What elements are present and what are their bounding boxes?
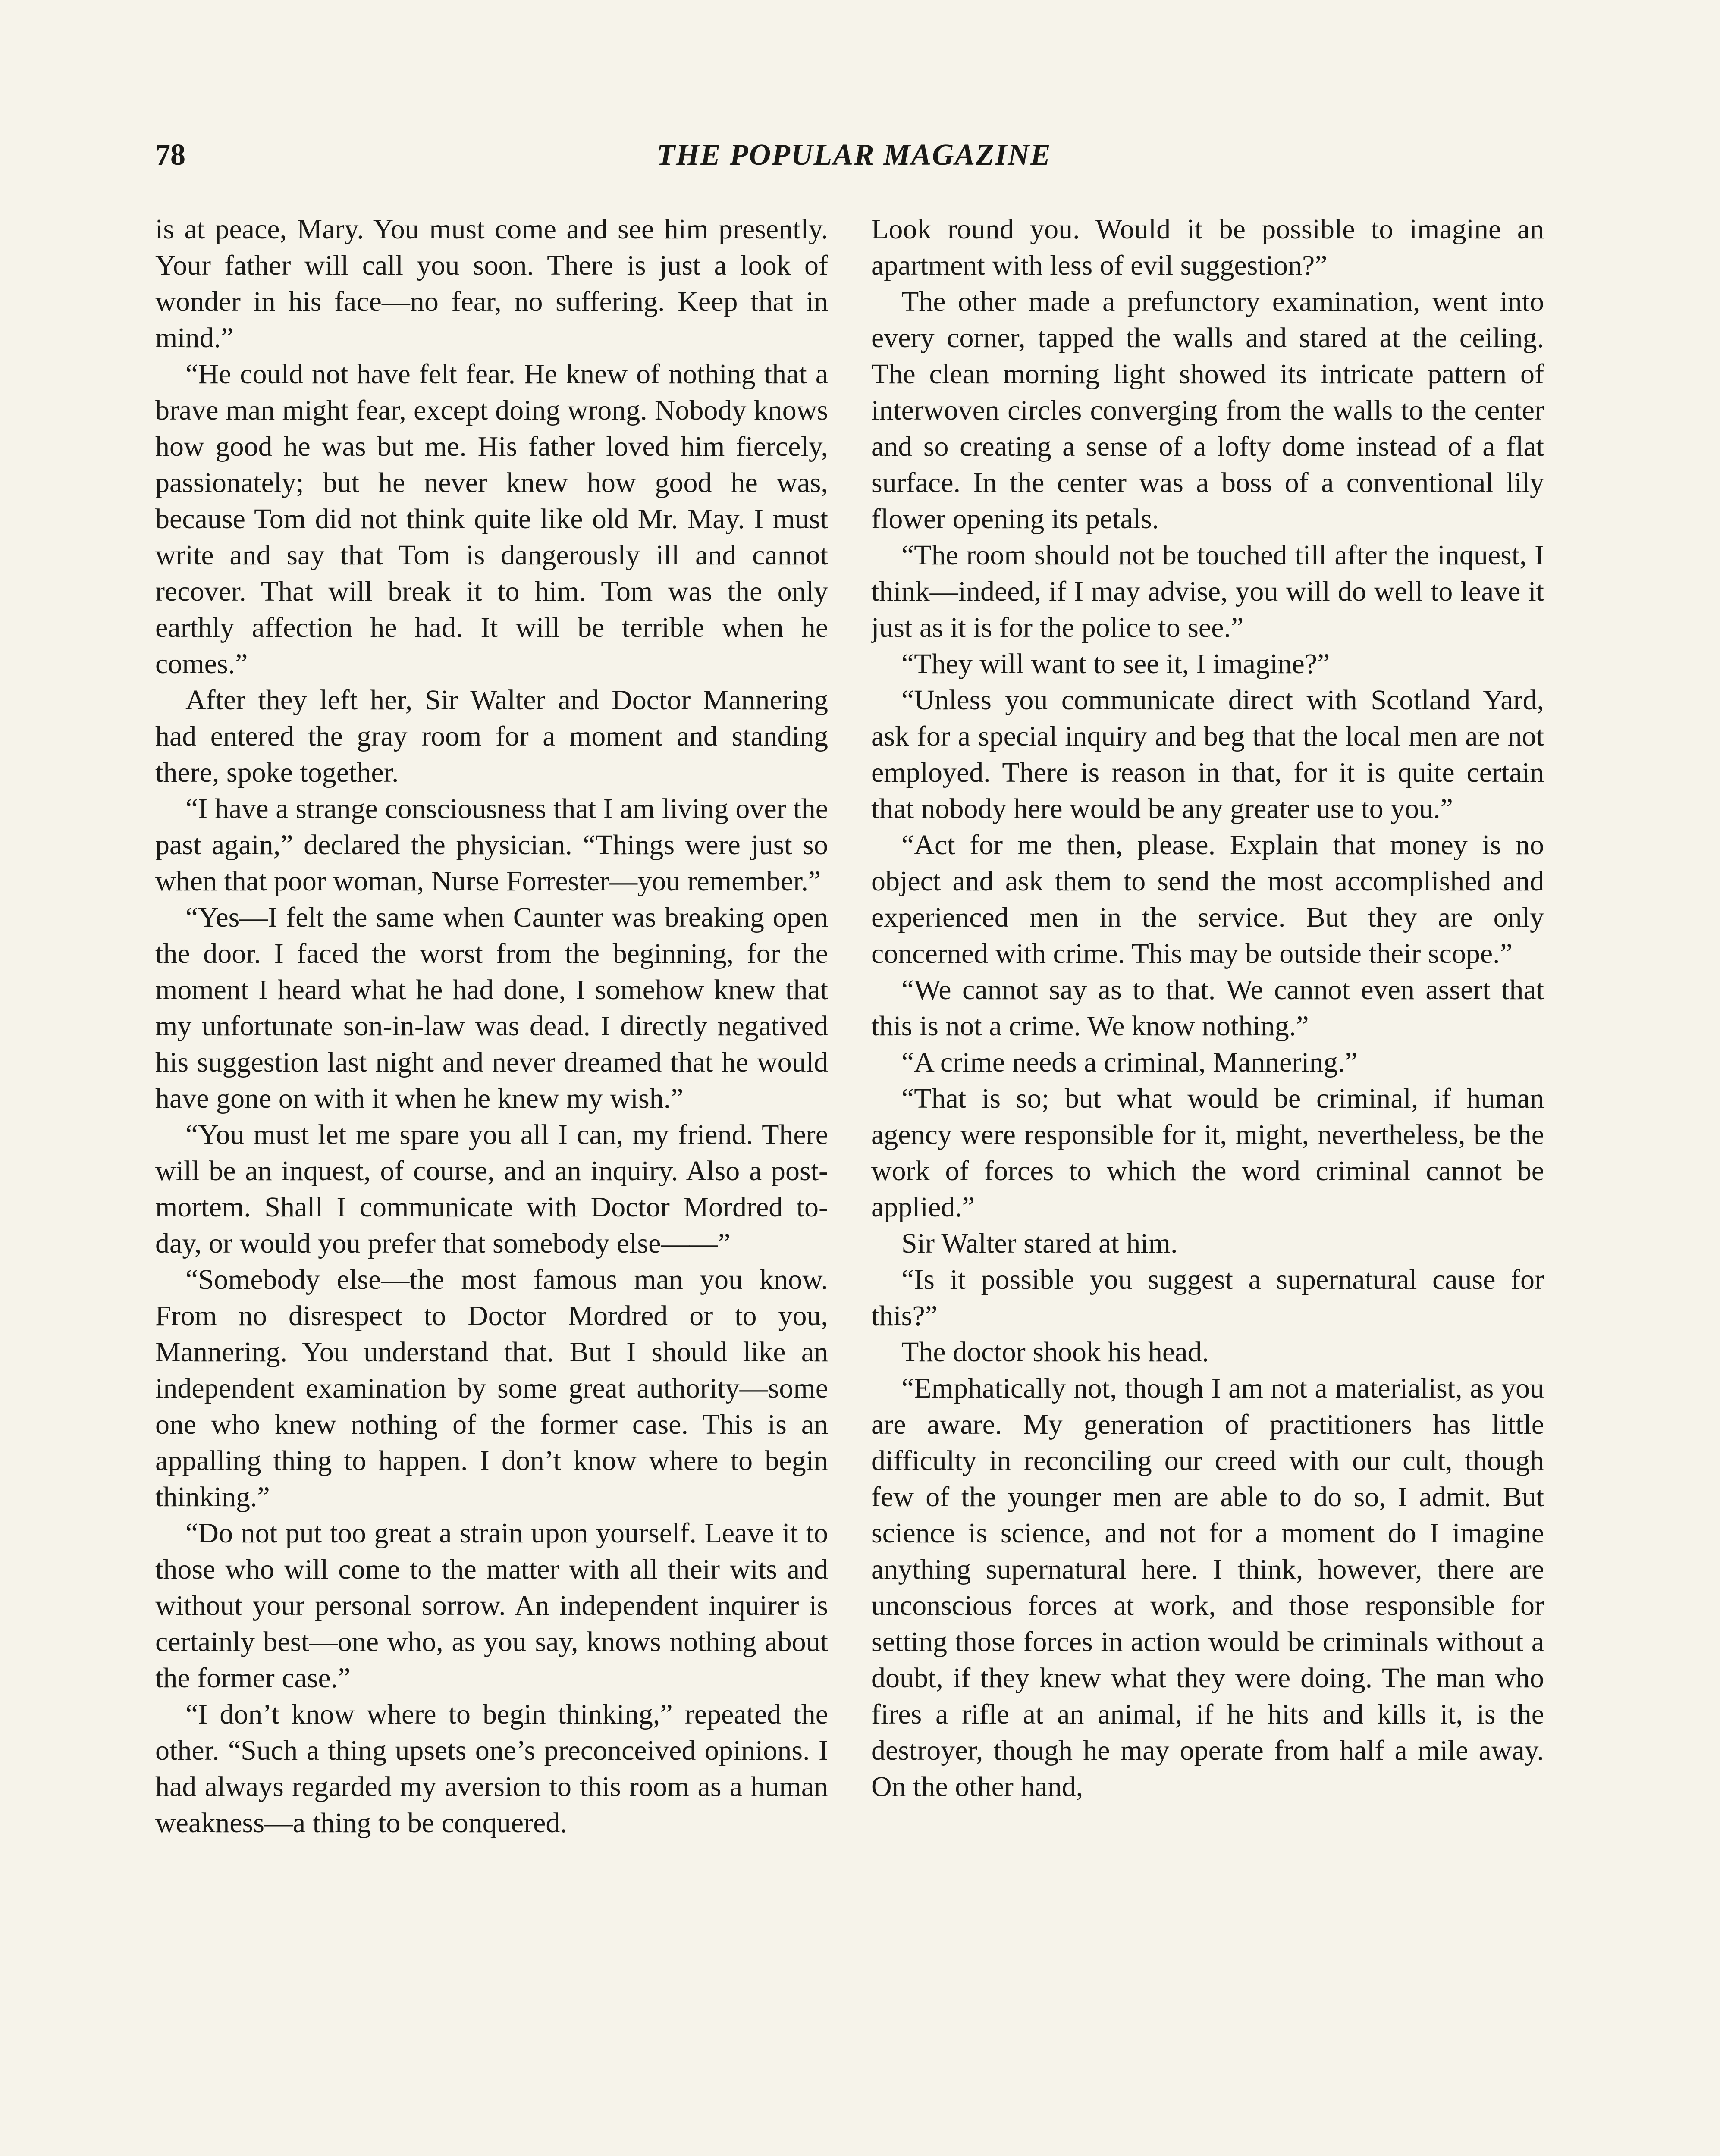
paragraph: The other made a prefunctory examination, went into every corner, tapped the walls and stared at the ceiling. The clean morning light showed its intricate pattern of interwoven circles converging from the walls to the center and so creating a sense of a lofty dome instead of a flat surface. In the center was a boss of a conventional lily flower opening its petals. bbox=[871, 286, 1544, 535]
right-column bbox=[871, 211, 1544, 2156]
left-column bbox=[155, 211, 828, 2156]
paragraph: “The room should not be touched till after the inquest, I think—indeed, if I may advise, you will do well to leave it just as it is for the police to see.” bbox=[871, 539, 1544, 643]
paragraph: Look round you. Would it be possible to imagine an apartment with less of evil suggestion?” bbox=[871, 213, 1544, 281]
paragraph: After they left her, Sir Walter and Doctor Mannering had entered the gray room for a moment and standing there, spoke together. bbox=[155, 684, 828, 788]
paragraph: “They will want to see it, I imagine?” bbox=[901, 648, 1330, 680]
paragraph: “A crime needs a criminal, Mannering.” bbox=[901, 1047, 1358, 1078]
paragraph: “You must let me spare you all I can, my friend. There will be an inquest, of course, and an inquiry. Also a post-mortem. Shall I communicate with Doctor Mordred to-day, or would you prefer that somebody else——” bbox=[155, 1119, 828, 1259]
page-header bbox=[155, 138, 1553, 185]
paragraph: “He could not have felt fear. He knew of nothing that a brave man might fear, except doing wrong. Nobody knows how good he was but me. His father loved him fiercely, passionately; but he never knew how good he was, because Tom did not think quite like old Mr. May. I must write and say that Tom is dangerously ill and cannot recover. That will break it to him. Tom was the only earthly affection he had. It will be terrible when he comes.” bbox=[155, 358, 828, 680]
paragraph: “I don’t know where to begin thinking,” repeated the other. “Such a thing upsets one’s preconceived opinions. I had always regarded my aversion to this room as a human weakness—a thing to be conquered. bbox=[155, 1698, 828, 1839]
paragraph: “Is it possible you suggest a supernatural cause for this?” bbox=[871, 1264, 1544, 1332]
running-title: THE POPULAR MAGAZINE bbox=[656, 138, 1051, 172]
paragraph: “Yes—I felt the same when Caunter was breaking open the door. I faced the worst from the beginning, for the moment I heard what he had done, I somehow knew that my unfortunate son-in-law was dead. I directly negatived his suggestion last night and never dreamed that he would have gone on with it when he knew my wish.” bbox=[155, 902, 828, 1114]
paragraph: “Emphatically not, though I am not a materialist, as you are aware. My generation of practitioners has little difficulty in reconciling our creed with our cult, though few of the younger men are able to do so, I admit. But science is science, and not for a moment do I imagine anything supernatural here. I think, however, there are unconscious forces at work, and those responsible for setting those forces in action would be criminals without a doubt, if they knew what they were doing. The man who fires a rifle at an animal, if he hits and kills it, is the destroyer, though he may operate from half a mile away. On the other hand, bbox=[871, 1373, 1544, 1802]
paragraph: “Act for me then, please. Explain that money is no object and ask them to send the most accomplished and experienced men in the service. But they are only concerned with crime. This may be outside their scope.” bbox=[871, 829, 1544, 969]
paragraph: “We cannot say as to that. We cannot even assert that this is not a crime. We know nothing.” bbox=[871, 974, 1544, 1042]
paragraph: “Do not put too great a strain upon yourself. Leave it to those who will come to the matter with all their wits and without your personal sorrow. An independent inquirer is certainly best—one who, as you say, knows nothing about the former case.” bbox=[155, 1517, 828, 1694]
paragraph: “Somebody else—the most famous man you know. From no disrespect to Doctor Mordred or to you, Mannering. You understand that. But I should like an independent examination by some great authority—some one who knew nothing of the former case. This is an appalling thing to happen. I don’t know where to begin thinking.” bbox=[155, 1264, 828, 1513]
paragraph: “That is so; but what would be criminal, if human agency were responsible for it, might, nevertheless, be the work of forces to which the word criminal cannot be applied.” bbox=[871, 1083, 1544, 1223]
paragraph: “I have a strange consciousness that I am living over the past again,” declared the physician. “Things were just so when that poor woman, Nurse Forrester—you remember.” bbox=[155, 793, 828, 897]
paragraph: Sir Walter stared at him. bbox=[901, 1228, 1178, 1259]
page-number: 78 bbox=[155, 138, 185, 172]
paragraph: “Unless you communicate direct with Scotland Yard, ask for a special inquiry and beg that the local men are not employed. There is reason in that, for it is quite certain that nobody here would be any greater use to you.” bbox=[871, 684, 1544, 824]
paragraph: is at peace, Mary. You must come and see him presently. Your father will call you soon. There is just a look of wonder in his face—no fear, no suffering. Keep that in mind.” bbox=[155, 213, 828, 354]
paragraph: The doctor shook his head. bbox=[901, 1336, 1209, 1368]
